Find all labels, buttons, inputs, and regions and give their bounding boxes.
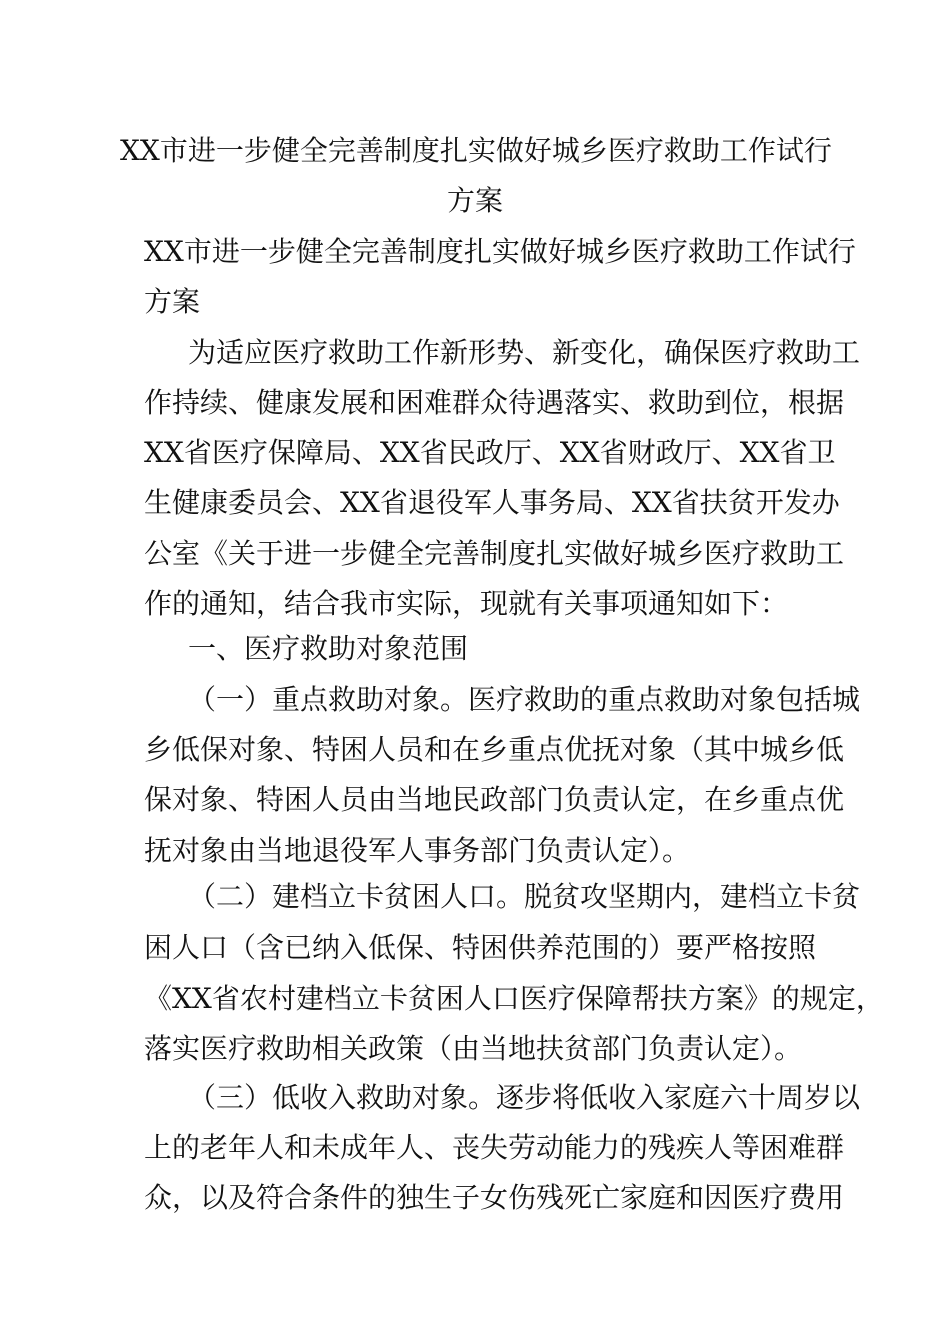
paragraph-line: （一）重点救助对象。医疗救助的重点救助对象包括城 — [188, 683, 861, 716]
paragraph-line: 落实医疗救助相关政策（由当地扶贫部门负责认定）。 — [144, 1032, 803, 1065]
document-subtitle-line-2: 方案 — [144, 285, 201, 318]
paragraph-line: 乡低保对象、特困人员和在乡重点优抚对象（其中城乡低 — [144, 733, 845, 766]
document-title-line-2: 方案 — [446, 184, 503, 217]
paragraph-line: （三）低收入救助对象。逐步将低收入家庭六十周岁以 — [188, 1081, 861, 1114]
paragraph-line: 众，以及符合条件的独生子女伤残死亡家庭和因医疗费用 — [144, 1181, 845, 1214]
paragraph-line: （二）建档立卡贫困人口。脱贫攻坚期内，建档立卡贫 — [188, 880, 861, 913]
intro-line: 作的通知，结合我市实际，现就有关事项通知如下： — [144, 587, 789, 620]
document-subtitle-line-1: XX市进一步健全完善制度扎实做好城乡医疗救助工作试行 — [144, 235, 856, 268]
paragraph-line: 《XX省农村建档立卡贫困人口医疗保障帮扶方案》的规定， — [144, 982, 884, 1015]
intro-line: XX省医疗保障局、XX省民政厅、XX省财政厅、XX省卫 — [144, 436, 836, 469]
paragraph-line: 抚对象由当地退役军人事务部门负责认定）。 — [144, 834, 691, 867]
paragraph-line: 困人口（含已纳入低保、特困供养范围的）要严格按照 — [144, 931, 817, 964]
paragraph-line: 保对象、特困人员由当地民政部门负责认定，在乡重点优 — [144, 783, 845, 816]
intro-line: 公室《关于进一步健全完善制度扎实做好城乡医疗救助工 — [144, 537, 845, 570]
paragraph-line: 上的老年人和未成年人、丧失劳动能力的残疾人等困难群 — [144, 1131, 845, 1164]
intro-line: 生健康委员会、XX省退役军人事务局、XX省扶贫开发办 — [144, 486, 840, 519]
document-title-line-1: XX市进一步健全完善制度扎实做好城乡医疗救助工作试行 — [120, 134, 832, 167]
intro-line: 为适应医疗救助工作新形势、新变化，确保医疗救助工 — [188, 336, 861, 369]
intro-line: 作持续、健康发展和困难群众待遇落实、救助到位，根据 — [144, 386, 845, 419]
section-heading: 一、医疗救助对象范围 — [188, 632, 469, 665]
